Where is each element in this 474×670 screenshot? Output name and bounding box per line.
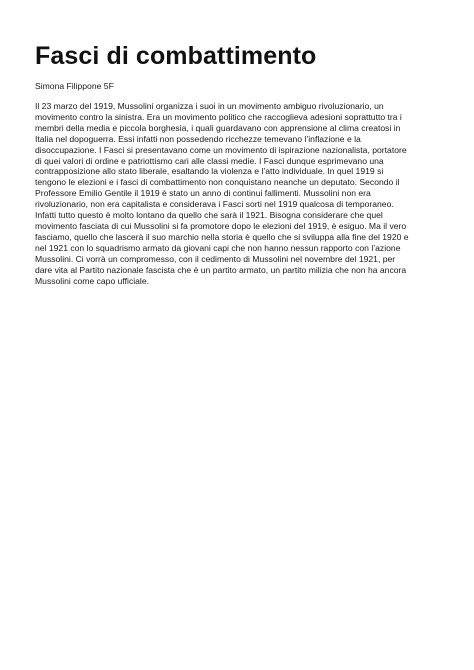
body-paragraph xyxy=(35,101,455,286)
author-line: Simona Filippone 5F xyxy=(35,81,114,91)
body-line: contrapposizione allo stato liberale, esaltando la violenza e l’atto individuale. In quel 1919 si xyxy=(35,166,384,177)
body-line: Italia nel dopoguerra. Essi infatti non possedendo ricchezze temevano l’inflazione e la xyxy=(35,133,361,144)
document-title: Fasci di combattimento xyxy=(35,42,317,70)
body-line: rivoluzionario, non era capitalista e considerava i Fasci sorti nel 1919 qualcosa di temporaneo. xyxy=(35,199,394,210)
body-line: movimento fasciata di cui Mussolini si fa promotore dopo le elezioni del 1919, è esiguo. Ma il vero xyxy=(35,220,407,231)
body-line: nel 1921 con lo squadrismo armato da giovani capi che non hanno nessun rapporto con l’azione xyxy=(35,242,401,253)
body-line: Il 23 marzo del 1919, Mussolini organizza i suoi in un movimento ambiguo rivoluzionario, un xyxy=(35,101,384,111)
body-line: Mussolini. Ci vorrà un compromesso, con il cedimento di Mussolini nel novembre del 1921, per xyxy=(35,253,396,264)
body-line: Infatti tutto questo è molto lontano da quello che sarà il 1921. Bisogna considerare che quel xyxy=(35,210,383,221)
body-line: di quei valori di ordine e patriottismo cari alle classi medie. I Fasci dunque esprimevano una xyxy=(35,155,384,166)
body-line: Professore Emilio Gentile il 1919 è stato un anno di continui fallimenti. Mussolini non era xyxy=(35,188,371,199)
body-line: dare vita al Partito nazionale fascista che è un partito armato, un partito milizia che non ha ancora xyxy=(35,264,407,275)
body-line: tengono le elezioni e i fasci di combattimento non conquistano neanche un deputato. Secondo il xyxy=(35,177,400,188)
body-line: fasciamo, quello che lascerà il suo marchio nella storia è quello che si sviluppa alla fine del 1920 e xyxy=(35,231,409,242)
body-line: Mussolini come capo ufficiale. xyxy=(35,275,150,286)
body-line: disoccupazione. I Fasci si presentavano come un movimento di ispirazione nazionalista, portatore xyxy=(35,144,407,155)
body-line: movimento contro la sinistra. Era un movimento politico che raccoglieva adesioni soprattutto tra i xyxy=(35,111,402,122)
body-line: membri della media e piccola borghesia, i quali guardavano con apprensione al clima creatosi in xyxy=(35,122,401,133)
